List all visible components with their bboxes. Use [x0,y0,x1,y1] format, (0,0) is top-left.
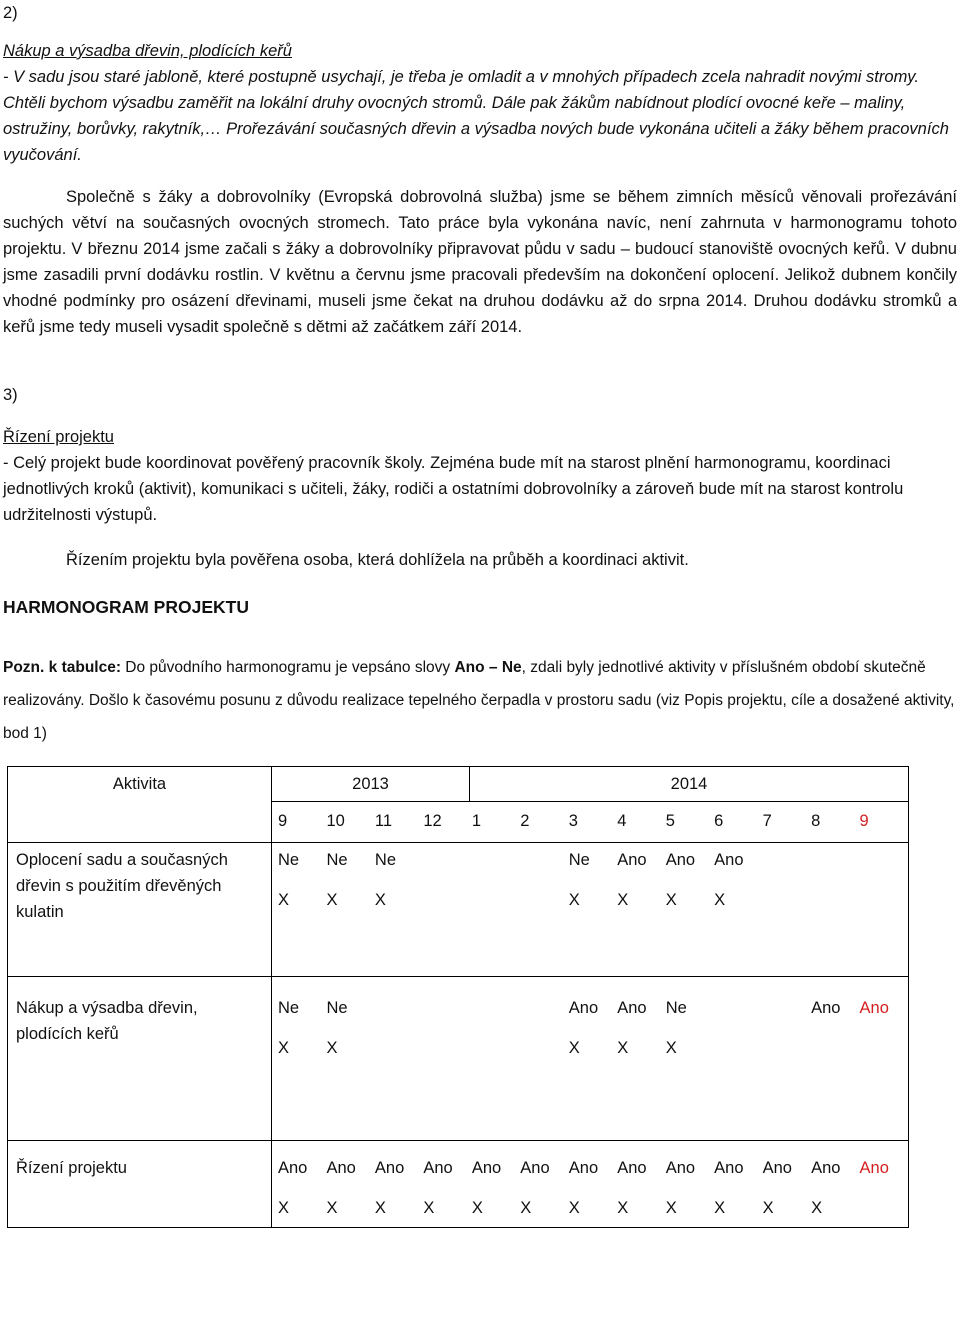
section-3-report [3,547,957,573]
plan-grid [272,1035,908,1061]
plan-mark: X [665,1199,677,1217]
table-note [3,651,957,750]
status-value: Ne [326,851,348,869]
status-value [520,847,568,873]
plan-mark: X [326,1039,338,1057]
status-value: Ano [617,999,647,1017]
status-value: Ano [762,1159,792,1177]
status-grid [272,847,908,873]
plan-mark [520,1035,568,1061]
plan-mark: X [374,891,386,909]
year-2014-cell [470,767,909,802]
plan-mark [860,1195,908,1221]
plan-mark: X [568,1039,580,1057]
status-value [423,995,471,1021]
status-value: Ano [568,1159,599,1177]
table-row [8,1141,909,1228]
plan-mark: X [617,1199,629,1217]
status-value: Ano [568,999,599,1017]
plan-mark [423,887,471,913]
plan-mark: X [374,1199,386,1217]
activity-name: Oplocení sadu a současných dřevin s použitím dřevěných kulatin [16,851,228,921]
status-value: Ano [278,1159,308,1177]
plan-mark: X [326,1199,338,1217]
status-value: Ano [714,1159,744,1177]
status-value: Ano [665,1159,696,1177]
status-value [763,847,811,873]
status-value [520,995,568,1021]
activity-cell [8,1141,272,1228]
month-label: 1 [471,812,482,830]
status-value: Ano [714,851,744,869]
status-value: Ne [278,999,300,1017]
status-value: Ano [617,851,647,869]
status-value: Ne [665,999,687,1017]
year-2013-cell [272,767,470,802]
harmonogram-heading-block [3,594,957,620]
status-value: Ano [374,1159,405,1177]
plan-mark: X [714,891,726,909]
page-heading: HARMONOGRAM PROJEKTU [3,597,249,617]
month-label: 8 [811,812,821,830]
status-value: Ano [520,1159,550,1177]
status-value: Ne [374,851,397,869]
month-label: 12 [423,812,442,830]
month-label: 7 [762,812,772,830]
status-value [375,995,423,1021]
report-paragraph: Společně s žáky a dobrovolníky (Evropská dobrovolná služba) jsme se během zimních měsíců věnovali prořezávání suchých větví na současných ovocných stromech. Tato práce byla vykonána navíc, není zahrnuta v harmonogramu tohoto projektu. V březnu 2014 jsme začali s žáky a dobrovolníky připravovat půdu v sadu – budoucí stanoviště ovocných keřů. V dubnu jsme zasadili první dodávku rostlin. V květnu a červnu jsme pracovali především na dokončení oplocení. Jelikož dubnem končily vhodné podmínky pro osázení dřevinami, museli jsme čekat na druhou dodávku až do srpna 2014. Druhou dodávku stromků a keřů jsme tedy museli vysadit společně s dětmi až začátkem září 2014. [3,188,957,336]
plan-mark: X [326,891,338,909]
harmonogram-table [7,766,909,1228]
plan-mark: X [811,1199,823,1217]
activity-header: Aktivita [112,775,167,793]
note-text-a: Do původního harmonogramu je vepsáno slovy [121,659,455,676]
plan-mark [714,1035,762,1061]
section-title: Řízení projektu [3,428,114,446]
plan-mark [860,1035,908,1061]
status-value [472,847,520,873]
plan-mark: X [617,1039,629,1057]
month-label: 11 [374,812,393,830]
status-value [811,847,859,873]
status-value: Ano [617,1159,647,1177]
section-3-plan [3,424,957,528]
status-value: Ano [811,999,841,1017]
plan-mark [811,1035,859,1061]
activity-name: Řízení projektu [16,1159,127,1177]
plan-mark: X [568,1199,580,1217]
status-grid [272,995,908,1021]
status-value: Ano [859,1159,889,1177]
section-number: 3) [3,386,18,404]
status-value: Ano [665,851,696,869]
year-2014: 2014 [670,775,708,793]
plan-grid [272,1195,908,1221]
month-label: 9 [859,812,869,830]
plan-mark: X [520,1199,532,1217]
month-label: 4 [617,812,627,830]
activity-header-cell [8,767,272,843]
plan-mark: X [471,1199,483,1217]
section-3 [3,382,957,408]
status-value [860,847,908,873]
plan-mark: X [714,1199,726,1217]
plan-mark [860,887,908,913]
month-label: 6 [714,812,724,830]
status-value: Ano [471,1159,502,1177]
status-value [714,995,762,1021]
plan-mark [375,1035,423,1061]
section-title: Nákup a výsadba dřevin, plodících keřů [3,42,292,60]
plan-mark [472,887,520,913]
table-row [8,843,909,977]
plan-mark: X [568,891,580,909]
plan-mark [472,1035,520,1061]
month-label: 9 [278,812,288,830]
plan-mark: X [423,1199,435,1217]
note-text-b: , zdali byly jednotlivé aktivity v příslušném období skutečně realizovány. Došlo k časovému posunu z důvodu realizace tepelného čerpadla v prostoru sadu (viz Popis projektu, cíle a dosažené aktivity, bod 1) [3,659,955,742]
plan-mark: X [665,1039,677,1057]
plan-grid [272,887,908,913]
status-grid [272,1155,908,1181]
status-value: Ne [568,851,590,869]
note-label: Pozn. k tabulce: [3,659,121,676]
plan-paragraph: - Celý projekt bude koordinovat pověřený pracovník školy. Zejména bude mít na starost plnění harmonogramu, koordinaci jednotlivých kroků (aktivit), komunikaci s učiteli, žáky, rodiči a ostatními dobrovolníky a zároveň bude mít na starost kontrolu udržitelnosti výstupů. [3,454,904,524]
plan-mark: X [665,891,677,909]
plan-mark [423,1035,471,1061]
plan-mark: X [617,891,629,909]
schedule-cell [272,1141,909,1228]
plan-mark [763,1035,811,1061]
status-value: Ne [326,999,348,1017]
status-value: Ne [278,851,300,869]
section-2-plan [3,38,957,168]
plan-mark [520,887,568,913]
activity-cell [8,977,272,1141]
plan-mark: X [278,1199,290,1217]
status-value: Ano [811,1159,841,1177]
plan-mark [763,887,811,913]
table-note-paragraph [3,651,957,750]
months-cell [272,802,909,843]
plan-mark: X [278,1039,290,1057]
status-value: Ano [326,1159,356,1177]
plan-mark: X [762,1199,774,1217]
months-grid [272,808,908,834]
section-number: 2) [3,4,18,22]
status-value [423,847,471,873]
activity-name: Nákup a výsadba dřevin, plodících keřů [16,999,198,1043]
section-2-report [3,184,957,340]
note-ano-ne: Ano – Ne [454,659,522,676]
month-label: 3 [568,812,578,830]
table-row [8,977,909,1141]
status-value: Ano [423,1159,453,1177]
month-label: 2 [520,812,530,830]
month-label: 5 [665,812,675,830]
plan-mark: X [278,891,290,909]
status-value: Ano [859,999,889,1017]
schedule-cell [272,977,909,1141]
activity-cell [8,843,272,977]
report-paragraph: Řízením projektu byla pověřena osoba, která dohlížela na průběh a koordinaci aktivit. [66,551,689,569]
section-2 [3,0,957,26]
status-value [472,995,520,1021]
status-value [763,995,811,1021]
table-header-row [8,767,909,802]
year-2013: 2013 [352,775,389,793]
schedule-cell [272,843,909,977]
plan-mark [811,887,859,913]
month-label: 10 [326,812,345,830]
plan-paragraph: - V sadu jsou staré jabloně, které postupně usychají, je třeba je omladit a v mnohých případech zcela nahradit novými stromy. Chtěli bychom výsadbu zaměřit na lokální druhy ovocných stromů. Dále pak žákům nabídnout plodící ovocné keře – maliny, ostružiny, borůvky, rakytník,… Prořezávání současných dřevin a výsadba nových bude vykonána učiteli a žáky během pracovních vyučování. [3,68,949,164]
